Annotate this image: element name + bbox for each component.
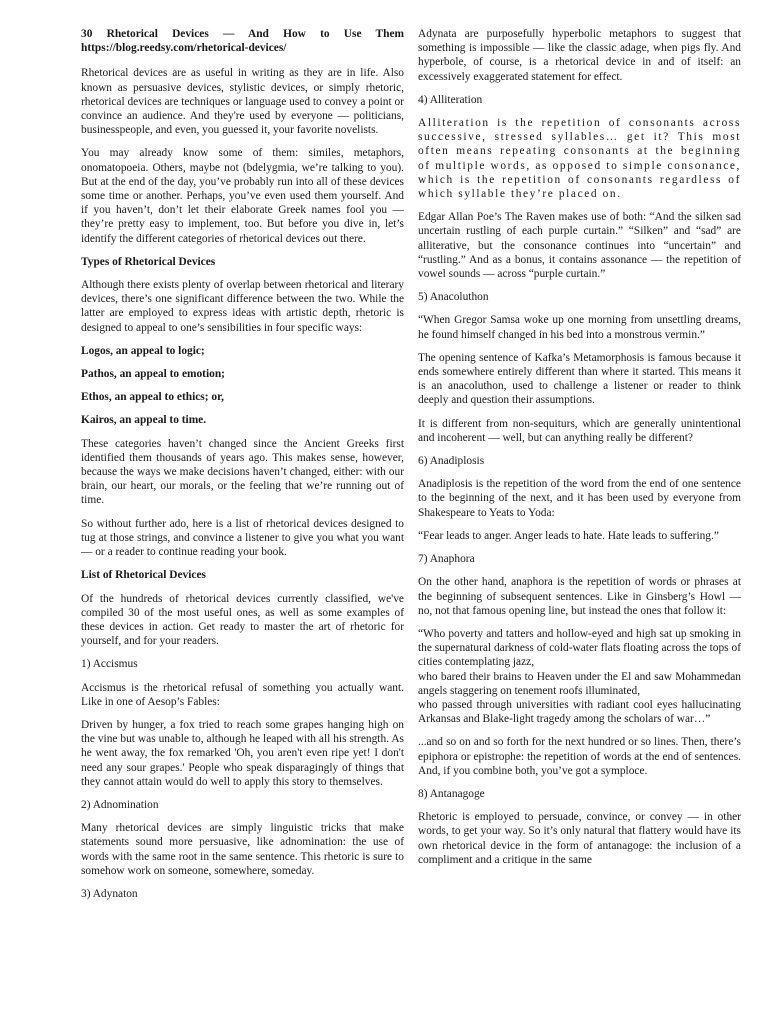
paragraph: It is different from non-sequiturs, which are generally unintentional and incoherent — well, but can anything really be different?: [418, 417, 741, 444]
left-column: [81, 27, 404, 1024]
paragraph: Driven by hunger, a fox tried to reach some grapes hanging high on the vine but was unable to, although he leaped with all his strength. As he went away, the fox remarked 'Oh, you aren't even ripe yet! I don't need any sour grapes.' People who speak disparagingly of things that they cannot attain would do well to apply this story to themselves.: [81, 718, 404, 788]
paragraph: Anadiplosis is the repetition of the word from the end of one sentence to the beginning of the next, and it has been used by everyone from Shakespeare to Yeats to Yoda:: [418, 478, 741, 519]
right-column: [418, 27, 741, 1024]
paragraph: Accismus is the rhetorical refusal of something you actually want. Like in one of Aesop’s Fables:: [81, 681, 404, 708]
quote-line: who passed through universities with radiant cool eyes hallucinating Arkansas and Blake-light tragedy among the scholars of war…”: [418, 698, 741, 726]
document-title: 30 Rhetorical Devices — And How to Use Them https://blog.reedsy.com/rhetorical-devices/: [81, 28, 404, 55]
paragraph: You may already know some of them: similes, metaphors, onomatopoeia. Others, maybe not (bdelygmia, we’re talking to you). But at the end of the day, you’ve probably run into all of these devices some time or another. Perhaps, you’ve even used them yourself. And if you haven’t, don’t let their elaborate Greek names fool you — they’re pretty easy to implement, too. But before you dive in, let’s identify the different categories of rhetorical devices out there.: [81, 147, 404, 245]
device-heading: 5) Anacoluthon: [418, 291, 489, 304]
appeal-item: Logos, an appeal to logic;: [81, 344, 205, 357]
device-heading: 4) Alliteration: [418, 93, 483, 106]
paragraph: The opening sentence of Kafka’s Metamorphosis is famous because it ends somewhere entirely different than where it started. This means it is an anacoluthon, used to challenge a listener or reader to think deeply and question their assumptions.: [418, 351, 741, 407]
paragraph: So without further ado, here is a list of rhetorical devices designed to tug at those strings, and convince a listener to give you what you want — or a reader to continue reading your book.: [81, 517, 404, 559]
paragraph: Of the hundreds of rhetorical devices currently classified, we've compiled 30 of the most useful ones, as well as some examples of these devices in action. Get ready to master the art of rhetoric for yourself, and for your readers.: [81, 592, 404, 648]
paragraph: “When Gregor Samsa woke up one morning from unsettling dreams, he found himself changed in his bed into a monstrous vermin.”: [418, 314, 741, 341]
appeal-item: Ethos, an appeal to ethics; or,: [81, 391, 224, 404]
device-heading: 2) Adnomination: [81, 798, 159, 811]
paragraph: ...and so on and so forth for the next hundred or so lines. Then, there’s epiphora or epistrophe: the repetition of words at the end of sentences. And, if you combine both, you’ve got a symploce.: [418, 736, 741, 777]
appeal-item: Kairos, an appeal to time.: [81, 414, 207, 427]
device-heading: 1) Accismus: [81, 658, 138, 671]
device-heading: 7) Anaphora: [418, 553, 475, 566]
appeal-item: Pathos, an appeal to emotion;: [81, 368, 225, 381]
section-heading: Types of Rhetorical Devices: [81, 255, 216, 268]
quote-line: “Who poverty and tatters and hollow-eyed and high sat up smoking in the supernatural darkness of cold-water flats floating across the tops of cities contemplating jazz,: [418, 627, 741, 669]
device-heading: 8) Antanagoge: [418, 787, 485, 800]
paragraph: Adynata are purposefully hyperbolic metaphors to suggest that something is impossible — like the classic adage, when pigs fly. And hyperbole, of course, is a rhetorical device in and of itself: an excessively exaggerated statement for effect.: [418, 28, 741, 83]
paragraph: These categories haven’t changed since the Ancient Greeks first identified them thousands of years ago. This makes sense, however, because the ways we make decisions haven’t changed, either: with our brain, our heart, our morals, or the feeling that we’re running out of time.: [81, 437, 404, 507]
paragraph: “Fear leads to anger. Anger leads to hate. Hate leads to suffering.”: [418, 529, 719, 542]
paragraph: Alliteration is the repetition of consonants across successive, stressed syllables… get it? This most often means repeating consonants at the beginning of multiple words, as opposed to simple consonance, which is the repetition of consonants regardless of which syllable they’re placed on.: [418, 117, 741, 201]
paragraph: Edgar Allan Poe’s The Raven makes use of both: “And the silken sad uncertain rustling of each purple curtain.” “Silken” and “sad” are alliterative, but the consonance continues into “uncertain” and “rustling.” And as a bonus, it contains assonance — the repetition of vowel sounds — across “purple curtain.”: [418, 211, 741, 281]
paragraph: On the other hand, anaphora is the repetition of words or phrases at the beginning of subsequent sentences. Like in Ginsberg’s Howl — no, not that famous opening line, but instead the ones that follow it:: [418, 576, 741, 617]
paragraph: Although there exists plenty of overlap between rhetorical and literary devices, there’s one significant difference between the two. While the latter are employed to express ideas with artistic depth, rhetoric is designed to appeal to one’s sensibilities in four specific ways:: [81, 279, 404, 334]
section-heading: List of Rhetorical Devices: [81, 569, 206, 582]
paragraph: Rhetoric is employed to persuade, convince, or convey — in other words, to get your way. So it’s only natural that flattery would have its own rhetorical device in the form of antanagoge: the inclusion of a compliment and a critique in the same: [418, 811, 741, 866]
paragraph: Rhetorical devices are as useful in writing as they are in life. Also known as persuasive devices, stylistic devices, or simply rhetoric, rhetorical devices are techniques or language used to convey a point or convince an audience. And they're used by everyone — politicians, businesspeople, and even, you guessed it, your favorite novelists.: [81, 67, 404, 137]
paragraph: Many rhetorical devices are simply linguistic tricks that make statements sound more persuasive, like adnomination: the use of words with the same root in the same sentence. This rhetoric is sure to somehow work on someone, somewhere, someday.: [81, 822, 404, 877]
device-heading: 6) Anadiplosis: [418, 455, 485, 468]
device-heading: 3) Adynaton: [81, 887, 138, 900]
quote-line: who bared their brains to Heaven under the El and saw Mohammedan angels staggering on tenement roofs illuminated,: [418, 670, 741, 697]
